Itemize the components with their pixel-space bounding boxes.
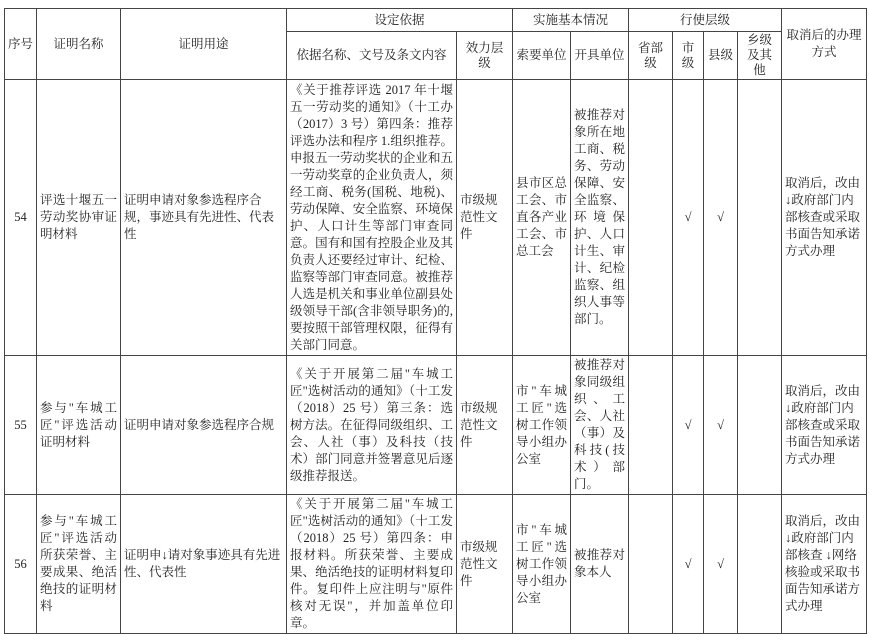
cell-certificate-name: 评选十堰五一劳动奖协审证明材料 [37,80,121,356]
header-certificate-purpose: 证明用途 [121,9,287,80]
table-row-55 [5,356,867,495]
certificate-items-table [4,8,867,634]
cell-county-check: √ [704,80,738,356]
header-row-groups [5,9,867,32]
cell-post-cancellation: 取消后，改由↓政府部门内部核查 ↓网络核验或采取书面告知承诺方式办理 [782,495,867,634]
table-row-54 [5,80,867,356]
cell-effect-level: 市级规范性文件 [457,356,513,495]
cell-serial: 55 [5,356,37,495]
cell-basis-text: 《关于开展第二届"车城工匠"选树活动的通知》（十工发（2018）25 号）第四条：申报材料。所获荣誉、主要成果、绝活绝技的证明材料复印件。复印件上应注明与"原件核对无误"，并加盖单位印章。 [287,495,457,634]
cell-requesting-unit: 市"车城工匠"选树工作领导小组办公室 [513,356,571,495]
cell-effect-level: 市级规范性文件 [457,80,513,356]
header-group-implementation: 实施基本情况 [513,9,629,32]
header-township-level: 乡级及其他 [738,32,782,80]
header-group-setting-basis: 设定依据 [287,9,513,32]
cell-county-check: √ [704,495,738,634]
cell-city-check: √ [673,356,704,495]
cell-issuing-unit: 被推荐对象所在地工商、税务、劳动保障、安全监察、环 境 保护、人口计生、审计、纪检监察、组织人事等部门。 [571,80,629,356]
header-provincial-level: 省部级 [629,32,673,80]
header-county-level: 县级 [704,32,738,80]
cell-certificate-purpose: 证明申请对象参选程序合规，事迹具有先进性、代表性 [121,80,287,356]
cell-city-check: √ [673,80,704,356]
table-header [5,9,867,80]
cell-basis-text: 《关于推荐评选 2017 年十堰五一劳动奖的通知》（十工办（2017）3 号）第四条：推荐评选办法和程序 1.组织推荐。申报五一劳动奖状的企业和五一劳动奖章的企业负责人，须经工商、税务(国税、地税)、劳动保障、安全监察、环境保护、人口计生等部门审查同意。国有和国有控股企业及其负责人还要经过审计、纪检、监察等部门审查同意。被推荐人选是机关和事业单位副县处级领导干部(含非领导职务)的,要按照干部管理权限，征得有关部门同意。 [287,80,457,356]
cell-serial: 56 [5,495,37,634]
cell-requesting-unit: 县市区总工会、市直各产业工会、市总工会 [513,80,571,356]
cell-provincial-check [629,80,673,356]
cell-certificate-purpose: 证明申请对象参选程序合规 [121,356,287,495]
cell-township-check [738,495,782,634]
table-row-56 [5,495,867,634]
table-body [5,80,867,634]
cell-post-cancellation: 取消后，改由↓政府部门内部核查或采取书面告知承诺方式办理 [782,80,867,356]
header-legal-effect-level: 效力层级 [457,32,513,80]
header-city-level: 市级 [673,32,704,80]
cell-certificate-purpose: 证明申↓请对象事迹具有先进性、代表性 [121,495,287,634]
cell-certificate-name: 参与"车城工匠"评选活动所获荣誉、主要成果、绝活绝技的证明材料 [37,495,121,634]
cell-serial: 54 [5,80,37,356]
header-requesting-unit: 索要单位 [513,32,571,80]
cell-provincial-check [629,495,673,634]
header-serial-number: 序号 [5,9,37,80]
header-basis-name: 依据名称、文号及条文内容 [287,32,457,80]
cell-requesting-unit: 市"车城工匠"选树工作领导小组办公室 [513,495,571,634]
cell-township-check [738,80,782,356]
header-certificate-name: 证明名称 [37,9,121,80]
cell-effect-level: 市级规范性文件 [457,495,513,634]
header-post-cancellation-method: 取消后的办理方式 [782,9,867,80]
cell-city-check: √ [673,495,704,634]
cell-post-cancellation: 取消后，改由↓政府部门内部核查或采取书面告知承诺方式办理 [782,356,867,495]
cell-issuing-unit: 被推荐对象同级组织、工会、人社（事）及科技(技术）部门。 [571,356,629,495]
cell-county-check: √ [704,356,738,495]
header-group-exercise-level: 行使层级 [629,9,782,32]
cell-basis-text: 《关于开展第二届"车城工匠"选树活动的通知》（十工发（2018）25 号）第三条：选树方法。在征得同级组织、工会、人社（事）及科技（技术）部门同意并签署意见后逐级推荐报送。 [287,356,457,495]
cell-township-check [738,356,782,495]
cell-issuing-unit: 被推荐对象本人 [571,495,629,634]
header-issuing-unit: 开具单位 [571,32,629,80]
cell-certificate-name: 参与"车城工匠"评选活动证明材料 [37,356,121,495]
cell-provincial-check [629,356,673,495]
